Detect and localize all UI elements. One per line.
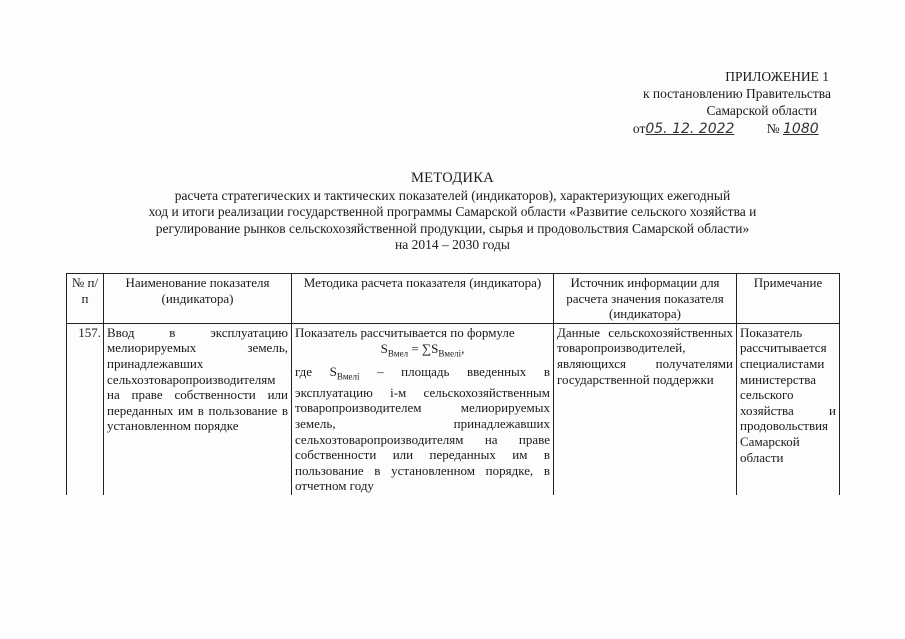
heading-line-3: регулирование рынков сельскохозяйственной продукции, сырья и продовольствия Самарской области»: [155, 220, 750, 236]
header-note: Примечание: [737, 274, 840, 324]
table-header-row: [67, 274, 840, 324]
heading-line-4: на 2014 – 2030 годы: [395, 237, 510, 252]
date-prefix: от: [632, 121, 646, 136]
header-num: № п/п: [67, 274, 104, 324]
row-name: Ввод в эксплуатацию мелиорируемых земель, принадлежавших сельхозтоваропроизводителям на праве собственности или переданных им в пользование в установленном порядке: [104, 323, 292, 495]
row-source: Данные сельскохозяйственных товаропроизводителей, являющихся получателями государственной поддержки: [554, 323, 737, 495]
annex-line-2: к постановлению Правительства: [642, 86, 831, 101]
formula: $S_{Вмел} = \sum S_{Вмелi}$,: [380, 341, 465, 359]
table-row: [67, 323, 840, 495]
row-method: [292, 323, 554, 495]
annex-line-3: Самарской области: [706, 103, 817, 118]
indicator-table: [66, 273, 840, 495]
heading-line-2: ход и итоги реализации государственной программы Самарской области «Развитие сельского хозяйства и: [148, 204, 757, 219]
heading-line-1: расчета стратегических и тактических показателей (индикаторов), характеризующих ежегодный: [174, 187, 731, 203]
row-note: Показатель рассчитывается специалистами министерства сельского хозяйства и продовольствия Самарской области: [737, 323, 840, 495]
annex-date-number: [633, 120, 831, 138]
header-name: Наименование показателя (индикатора): [104, 274, 292, 324]
number-prefix: №: [766, 121, 780, 136]
document-title: МЕТОДИКА: [410, 170, 495, 186]
handwritten-date: 05. 12. 2022: [645, 121, 735, 137]
header-method: Методика расчета показателя (индикатора): [292, 274, 554, 324]
method-intro: Показатель рассчитывается по формуле: [295, 324, 515, 340]
row-num: 157.: [67, 323, 104, 495]
document-heading: [0, 170, 905, 254]
handwritten-number: 1080: [783, 121, 819, 137]
header-source: Источник информации для расчета значения показателя (индикатора): [554, 274, 737, 324]
annex-title: ПРИЛОЖЕНИЕ 1: [725, 69, 829, 84]
annex-block: [633, 68, 831, 138]
method-where: где $S_{Вмелi}$ – площадь введенных в эксплуатацию i-м сельскохозяйственным товаропроизводителем мелиорируемых земель, принадлежавших сельхозтоваропроизводителям на праве собственности или переданных им в пользование в установленном порядке, в отчетном году: [295, 363, 550, 494]
